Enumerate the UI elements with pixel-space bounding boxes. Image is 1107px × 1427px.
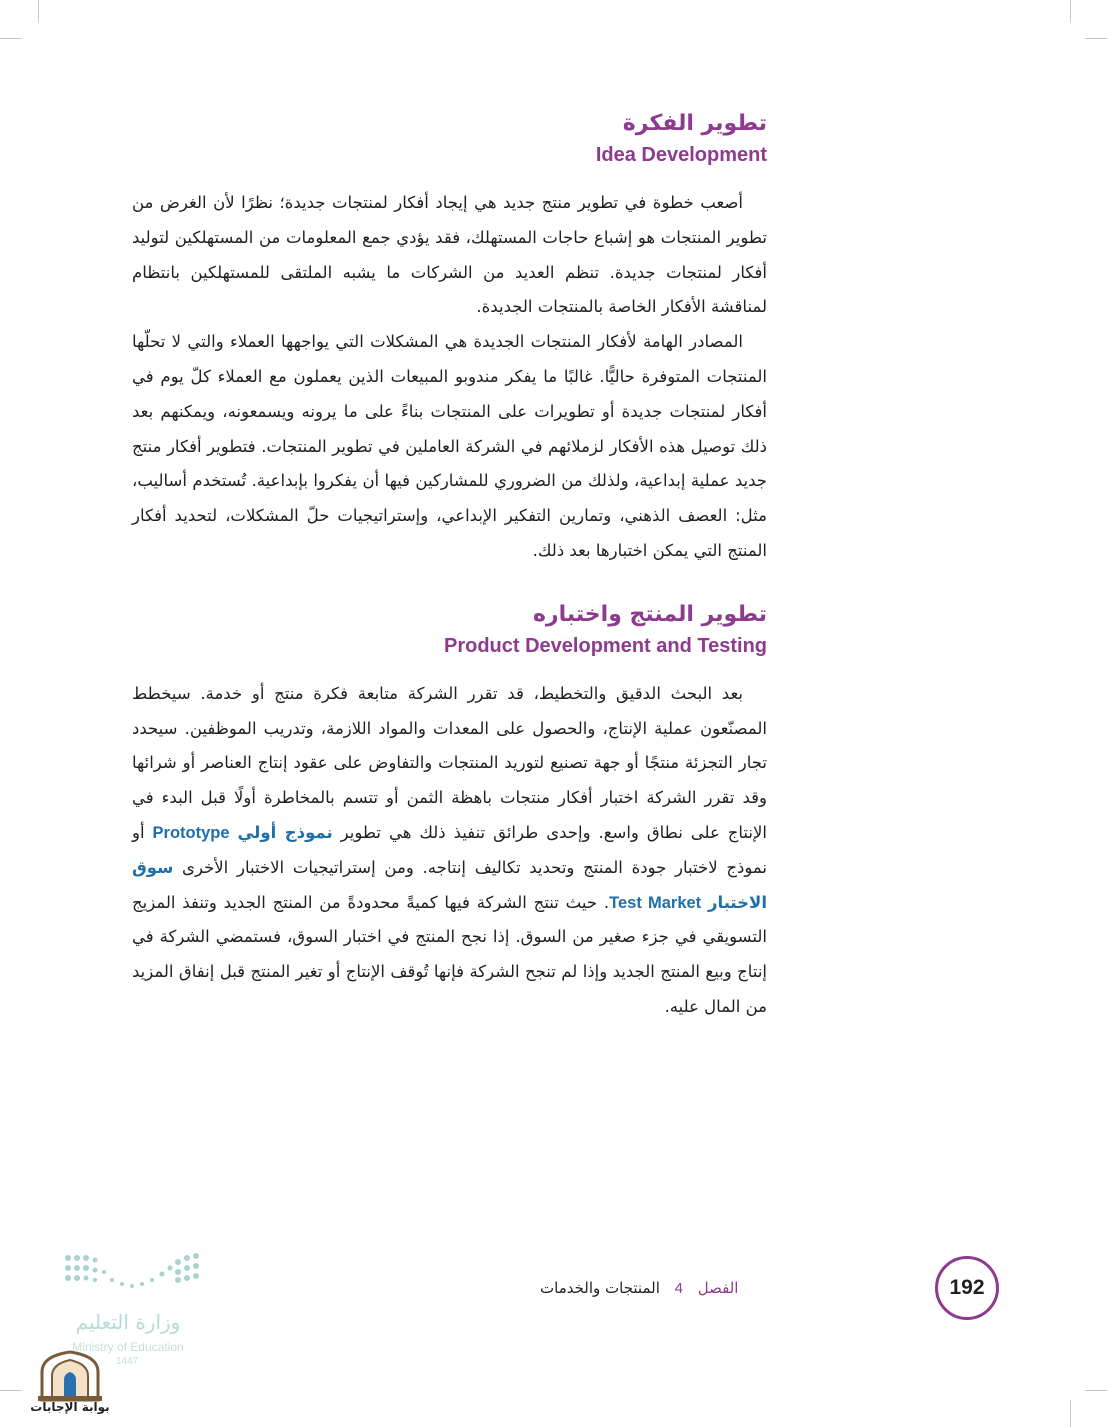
page-content (132, 108, 767, 1025)
section-idea-development (132, 108, 767, 569)
crop-mark (1070, 1400, 1071, 1427)
key-term-ar: نموذج أولي (237, 822, 333, 842)
ministry-dots-icon (62, 1250, 202, 1294)
paragraph: المصادر الهامة لأفكار المنتجات الجديدة هي المشكلات التي يواجهها العملاء والتي لا تحلّها المنتجات المتوفرة حاليًّا. غالبًا ما يفكر مندوبو المبيعات الذين يعملون مع العملاء كلّ يوم في أفكار لمنتجات جديدة أو تطويرات على المنتجات بناءً على ما يرونه ويسمعونه، ويمكنهم بعد ذلك توصيل هذه الأفكار لزملائهم في الشركة العاملين في تطوير المنتجات. فتطوير أفكار منتج جديد عملية إبداعية، ولذلك من الضروري للمشاركين فيها أن يفكروا بإبداعية. تُستخدم أساليب، مثل: العصف الذهني، وتمارين التفكير الإبداعي، وإستراتيجيات حلّ المشكلات، لتحديد أفكار المنتج التي يمكن اختبارها بعد ذلك. (132, 332, 767, 560)
crop-mark (1085, 38, 1107, 39)
key-term-en: Test Market (609, 893, 702, 912)
crop-mark (0, 1390, 22, 1391)
section-title-en: Product Development and Testing (444, 634, 767, 657)
crop-mark (1070, 0, 1071, 22)
section-product-development (132, 599, 767, 1025)
section-title-en: Idea Development (595, 144, 767, 166)
chapter-title: المنتجات والخدمات (540, 1279, 660, 1297)
ministry-name-en: Ministry of Education (72, 1340, 184, 1354)
site-name: بوابة الإجابات (30, 1400, 110, 1414)
key-term-en: Prototype (152, 823, 230, 842)
crop-mark (1085, 1390, 1107, 1391)
gate-icon (28, 1350, 112, 1402)
paragraph: أصعب خطوة في تطوير منتج جديد هي إيجاد أفكار لمنتجات جديدة؛ نظرًا لأن الغرض من تطوير المنتجات هو إشباع حاجات المستهلك، فقد يؤدي جمع المعلومات من المستهلكين لتوليد أفكار لمنتجات جديدة. تنظم العديد من الشركات ما يشبه الملتقى للمستهلكين بانتظام لمناقشة الأفكار الخاصة بالمنتجات الجديدة. (132, 193, 767, 317)
chapter-footer (540, 1279, 738, 1297)
text-run: بعد البحث الدقيق والتخطيط، قد تقرر الشركة متابعة فكرة منتج أو خدمة. سيخطط المصنّعون عملية الإنتاج، والحصول على المعدات والمواد اللازمة، وتدريب الموظفين. سيحدد تجار التجزئة منتجًا أو جهة تصنيع لتوريد المنتجات والتفاوض على عقود إنتاج العناصر أو شرائها وقد تقرر الشركة اختبار أفكار منتجات باهظة الثمن أو تتسم بالمخاطرة أولًا قبل البدء في الإنتاج على نطاق واسع. وإحدى طرائق تنفيذ ذلك هي تطوير (132, 683, 767, 842)
crop-mark (0, 38, 22, 39)
chapter-label: الفصل (697, 1279, 739, 1297)
ministry-name-ar: وزارة التعليم (75, 1310, 181, 1334)
page-number: 192 (935, 1256, 999, 1320)
section-title-ar: تطوير المنتج واختباره (532, 601, 767, 627)
key-term-ar: سوق الاختبار (132, 857, 767, 912)
text-run: . حيث تنتج الشركة فيها كميةً محدودةً من المنتج الجديد وتنفذ المزيج التسويقي في جزء صغير من السوق. إذا نجح المنتج في اختبار السوق، فستمضي الشركة في إنتاج وبيع المنتج الجديد وإذا لم تنجح الشركة فإنها تُوقف الإنتاج أو تغير المنتج قبل إنفاق المزيد من المال عليه. (132, 892, 767, 1016)
chapter-number: 4 (674, 1280, 683, 1297)
ministry-year: 1447 (116, 1356, 139, 1367)
section-title-ar: تطوير الفكرة (622, 111, 767, 136)
paragraph (132, 677, 767, 1025)
crop-mark (38, 0, 39, 22)
text-run: أو نموذج لاختبار جودة المنتج وتحديد تكاليف إنتاجه. ومن إستراتيجيات الاختبار الأخرى (132, 822, 767, 877)
site-watermark (28, 1350, 112, 1420)
